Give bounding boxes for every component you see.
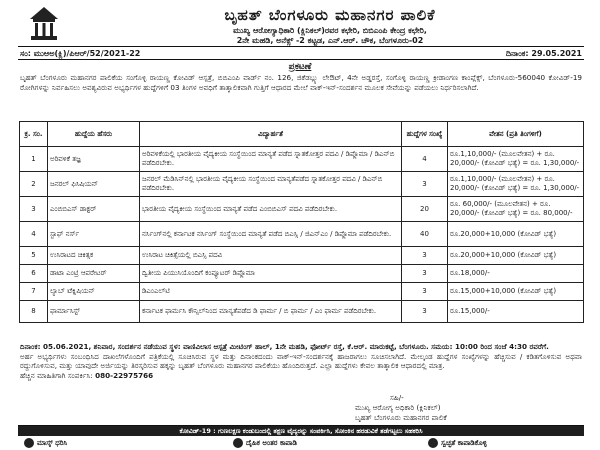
- cell-salary: ರೂ.15,000/-: [448, 301, 584, 323]
- cell-qualification: ಡಿಎಂಎಲ್‌ಟಿ: [140, 283, 402, 301]
- slogan-distance: [233, 437, 297, 449]
- cell-serial: 4: [20, 222, 48, 247]
- office-address-line2: 2ನೇ ಮಹಡಿ, ಅನೆಕ್ಸ್ -2 ಕಟ್ಟಡ, ಎನ್.ಆರ್. ಚೌಕ, ಬೆಂಗಳೂರು-02: [236, 36, 424, 45]
- cell-serial: 3: [20, 197, 48, 222]
- cell-post: ಸ್ಟಾಫ್ ನರ್ಸ್: [48, 222, 140, 247]
- cell-count: 3: [402, 301, 448, 323]
- slogan-row: [18, 437, 584, 449]
- slogan-mask: [24, 437, 67, 449]
- office-address-line1: ಮುಖ್ಯ ಆರೋಗ್ಯಾಧಿಕಾರಿ (ಕ್ಲಿನಿಕಲ್)ರವರ ಕಛೇರಿ, ಬಿಬಿಎಂಪಿ ಕೇಂದ್ರ ಕಛೇರಿ,: [233, 26, 427, 35]
- cell-post: ಲ್ಯಾಬ್ ಟೆಕ್ನಿಷಿಯನ್: [48, 283, 140, 301]
- cell-qualification: ಜನರಲ್ ಮೆಡಿಸಿನ್‌ನಲ್ಲಿ ಭಾರತೀಯ ವೈದ್ಯಕೀಯ ಸಂಸ್ಥೆಯಿಂದ ಮಾನ್ಯತೆಪಡೆದ ಸ್ನಾತಕೋತ್ತರ ಪದವಿ / ಡಿಎನ್‌ಬಿ ಪಡೆದಿರಬೇಕು.: [140, 172, 402, 197]
- contact-number: 080-22975766: [95, 370, 154, 380]
- table-row: [20, 283, 584, 301]
- cell-qualification: ಭಾರತೀಯ ವೈದ್ಯಕೀಯ ಸಂಸ್ಥೆಯಿಂದ ಮಾನ್ಯತೆ ಪಡೆದ ಎಂಬಿಬಿಎಸ್ ಪದವಿ ಪಡೆದಿರಬೇಕು.: [140, 197, 402, 222]
- cell-serial: 8: [20, 301, 48, 323]
- table-row: [20, 147, 584, 172]
- table-row: [20, 197, 584, 222]
- contact-label: ಹೆಚ್ಚಿನ ಮಾಹಿತಿಗಾಗಿ ಸಂಪರ್ಕಿಸಿ:: [20, 370, 93, 380]
- cell-serial: 1: [20, 147, 48, 172]
- cell-count: 4: [402, 147, 448, 172]
- cell-post: ಅರಿವಳಿಕೆ ತಜ್ಞ: [48, 147, 140, 172]
- intro-paragraph: ಬೃಹತ್ ಬೆಂಗಳೂರು ಮಹಾನಗರ ಪಾಲಿಕೆಯ ಸಂಗೊಳ್ಳಿ ರಾಯಣ್ಣ ಕೋವಿಡ್ ಆಸ್ಪತ್ರೆ, ಬಿಬಿಎಂಪಿ ವಾರ್ಡ್ ನಂ. 126, ಜಿಕೆಡಬ್ಲ್ಯು ಲೇಔಟ್, 4ನೇ ಅಡ್ಡರಸ್ತೆ, ಸಂಗೊಳ್ಳಿ ರಾಯಣ್ಣ ಕ್ರೀಡಾಂಗಣ ಕಾಂಪ್ಲೆಕ್ಸ್, ಬೆಂಗಳೂರು-560040 ಕೋವಿಡ್-19 ರೋಗಿಗಳನ್ನು ನಿರ್ವಹಿಸಲು ಅವಶ್ಯವಿರುವ ಅಭ್ಯರ್ಥಿಗಳ ಹುದ್ದೆಗಳಿಗೆ 03 ತಿಂಗಳ ಅವಧಿಗೆ ತಾತ್ಕಾಲಿಕವಾಗಿ ಗುತ್ತಿಗೆ ಆಧಾರದ ಮೇಲೆ ವಾಕ್-ಇನ್-ಸಂದರ್ಶನ ಮೂಲಕ ಸೇವೆಯನ್ನು ಪಡೆಯಲು ನಿರ್ಧರಿಸಲಾಗಿದೆ.: [20, 73, 582, 92]
- table-row: [20, 247, 584, 265]
- cell-salary: ರೂ.1,10,000/- (ಮೂಲವೇತನ) + ರೂ. 20,000/- (ಕೋವಿಡ್ ಭತ್ಯೆ) = ರೂ. 1,30,000/-: [448, 172, 584, 197]
- cell-qualification: ಅರಿವಳಿಕೆಯಲ್ಲಿ ಭಾರತೀಯ ವೈದ್ಯಕೀಯ ಸಂಸ್ಥೆಯಿಂದ ಮಾನ್ಯತೆ ಪಡೆದ ಸ್ನಾತಕೋತ್ತರ ಪದವಿ / ಡಿಪ್ಲೊಮಾ / ಡಿಎನ್‌ಬಿ ಪಡೆದಿರಬೇಕು.: [140, 147, 402, 172]
- cell-qualification: ದ್ವಿತೀಯ ಪಿಯುಸಿಯೊಂದಿಗೆ ಕಂಪ್ಯೂಟರ್ ಡಿಪ್ಲೊಮಾ: [140, 265, 402, 283]
- slogan-hygiene-label: ಸ್ವಚ್ಛತೆ ಕಾಪಾಡಿಕೊಳ್ಳಿ: [441, 439, 487, 447]
- cell-serial: 7: [20, 283, 48, 301]
- cell-count: 40: [402, 222, 448, 247]
- table-row: [20, 172, 584, 197]
- covid-awareness-strip: [18, 425, 584, 449]
- vacancy-table: [19, 121, 584, 323]
- cell-post: ಫಾರ್ಮಾಸಿಸ್ಟ್: [48, 301, 140, 323]
- cell-count: 3: [402, 283, 448, 301]
- cell-post: ಜನರಲ್ ಫಿಸಿಷಿಯನ್: [48, 172, 140, 197]
- handwash-icon: [428, 438, 438, 448]
- mask-icon: [24, 438, 34, 448]
- cell-post: ಉಸಿರಾಟದ ಚಿಕಿತ್ಸಕ: [48, 247, 140, 265]
- col-header-post: ಹುದ್ದೆಯ ಹೆಸರು: [48, 122, 140, 147]
- cell-post: ಎಂಬಿಬಿಎಸ್ ಡಾಕ್ಟರ್: [48, 197, 140, 222]
- instructions-paragraph: ಅರ್ಹ ಅಭ್ಯರ್ಥಿಗಳು ಸಂಬಂಧಿಸಿದ ದಾಖಲೆಗಳೊಂದಿಗೆ ಪತ್ರಿಕೆಯಲ್ಲಿ ಸೂಚಿಸಿರುವ ಸ್ಥಳ ಮತ್ತು ದಿನಾಂಕದಂದು ವಾಕ್-ಇನ್-ಸಂದರ್ಶನಕ್ಕೆ ಹಾಜರಾಗಲು ಸೂಚಿಸಲಾಗಿದೆ. ಮೇಲ್ಕಂಡ ಹುದ್ದೆಗಳ ಸಂಖ್ಯೆಗಳನ್ನು ಹೆಚ್ಚಿಸುವ / ಕಡಿತಗೊಳಿಸುವ ಅಥವಾ ರದ್ದುಗೊಳಿಸುವ, ಮತ್ತು ಯಾವುದೇ ಅರ್ಜಿಯನ್ನು ತಿರಸ್ಕರಿಸುವ ಹಕ್ಕನ್ನು ಬೃಹತ್ ಬೆಂಗಳೂರು ಮಹಾನಗರ ಪಾಲಿಕೆಯು ಹೊಂದಿರುತ್ತದೆ. ಎಲ್ಲಾ ಹುದ್ದೆಗಳು ಕೇವಲ ತಾತ್ಕಾಲಿಕ ಆಧಾರದಲ್ಲಿ ಮಾತ್ರ.: [20, 351, 582, 371]
- contact-line: [20, 371, 582, 381]
- cell-qualification: ಕರ್ನಾಟಕ ಫಾರ್ಮಸಿ ಕೌನ್ಸಿಲ್‌ನಿಂದ ಮಾನ್ಯತೆಪಡೆದ ಡಿ ಫಾರ್ಮ / ಬಿ ಫಾರ್ಮ / ಎಂ ಫಾರ್ಮ ಪಡೆದಿರಬೇಕು.: [140, 301, 402, 323]
- interview-details: ದಿನಾಂಕ: 05.06.2021, ಶನಿವಾರ, ಸಂದರ್ಶನ ನಡೆಯುವ ಸ್ಥಳ: ವಾಣಿವಿಲಾಸ ಆಸ್ಪತ್ರೆ ಮೀಟಿಂಗ್ ಹಾಲ್, 1ನೇ ಮಹಡಿ, ಫೋರ್ಟ್ ರಸ್ತೆ, ಕೆ.ಆರ್. ಮಾರುಕಟ್ಟೆ, ಬೆಂಗಳೂರು. ಸಮಯ: 10:00 ರಿಂದ ಸಂಜೆ 4:30 ರವರೆಗೆ.: [20, 342, 549, 351]
- table-row: [20, 265, 584, 283]
- table-header-row: [20, 122, 584, 147]
- table-row: [20, 301, 584, 323]
- col-header-count: ಹುದ್ದೆಗಳ ಸಂಖ್ಯೆ: [402, 122, 448, 147]
- cell-qualification: ನರ್ಸಿಂಗ್‌ನಲ್ಲಿ ಕರ್ನಾಟಕ ನರ್ಸಿಂಗ್ ಸಂಸ್ಥೆಯಿಂದ ಮಾನ್ಯತೆ ಪಡೆದ ಬಿಎಸ್ಸಿ / ಜಿಎನ್‌ಎಂ / ಡಿಪ್ಲೊಮಾ ಪಡೆದಿರಬೇಕು.: [140, 222, 402, 247]
- cell-count: 3: [402, 172, 448, 197]
- cell-count: 3: [402, 265, 448, 283]
- slogan-distance-label: ದೈಹಿಕ ಅಂತರ ಕಾಪಾಡಿ: [246, 439, 297, 447]
- cell-serial: 5: [20, 247, 48, 265]
- distance-icon: [233, 438, 243, 448]
- signature-org: ಬೃಹತ್ ಬೆಂಗಳೂರು ಮಹಾನಗರ ಪಾಲಿಕೆ: [355, 413, 447, 422]
- signature-officer: ಮುಖ್ಯ ಆರೋಗ್ಯ ಅಧಿಕಾರಿ (ಕ್ಲಿನಿಕಲ್): [355, 403, 441, 412]
- reference-number: ಸಂ: ಮುಆಅ(ಕ್ಲಿ)/ಪಿಆರ್/52/2021-22: [20, 49, 141, 58]
- cell-qualification: ಉಸಿರಾಟ ಚಿಕಿತ್ಸೆಯಲ್ಲಿ ಬಿಎಸ್ಸಿ ಪದವಿ: [140, 247, 402, 265]
- col-header-salary: ವೇತನ (ಪ್ರತಿ ತಿಂಗಳಿಗೆ): [448, 122, 584, 147]
- slogan-mask-label: ಮಾಸ್ಕ್ ಧರಿಸಿ: [37, 439, 68, 447]
- ref-divider: [18, 59, 584, 60]
- cell-count: 20: [402, 197, 448, 222]
- bbmp-emblem-icon: [27, 6, 61, 42]
- col-header-serial: ಕ್ರ. ಸಂ.: [20, 122, 48, 147]
- cell-salary: ರೂ.18,000/-: [448, 265, 584, 283]
- org-title: ಬೃಹತ್ ಬೆಂಗಳೂರು ಮಹಾನಗರ ಪಾಲಿಕೆ: [224, 6, 436, 24]
- cell-serial: 6: [20, 265, 48, 283]
- cell-salary: ರೂ.15,000+10,000 (ಕೋವಿಡ್ ಭತ್ಯೆ): [448, 283, 584, 301]
- cell-count: 3: [402, 247, 448, 265]
- slogan-hygiene: [428, 437, 487, 449]
- table-row: [20, 222, 584, 247]
- signature-sd: ಸಹಿ/-: [390, 393, 404, 402]
- col-header-qualification: ವಿದ್ಯಾರ್ಹತೆ: [140, 122, 402, 147]
- notice-title: ಪ್ರಕಟಣೆ: [288, 62, 312, 72]
- header-divider: [18, 46, 584, 47]
- cell-salary: ರೂ.20,000+10,000 (ಕೋವಿಡ್ ಭತ್ಯೆ): [448, 222, 584, 247]
- cell-salary: ರೂ.1,10,000/- (ಮೂಲವೇತನ) + ರೂ. 20,000/- (ಕೋವಿಡ್ ಭತ್ಯೆ) = ರೂ. 1,30,000/-: [448, 147, 584, 172]
- reference-date: ದಿನಾಂಕ: 29.05.2021: [505, 49, 582, 58]
- cell-serial: 2: [20, 172, 48, 197]
- cell-post: ಡಾಟಾ ಎಂಟ್ರಿ ಆಪರೇಟರ್: [48, 265, 140, 283]
- cell-salary: ರೂ. 60,000/- (ಮೂಲವೇತನ) + ರೂ. 20,000/- (ಕೋವಿಡ್ ಭತ್ಯೆ) = ರೂ. 80,000/-: [448, 197, 584, 222]
- cell-salary: ರೂ.20,000+10,000 (ಕೋವಿಡ್ ಭತ್ಯೆ): [448, 247, 584, 265]
- covid-banner: ಕೋವಿಡ್-19 : ಗುಣಲಕ್ಷಣ ಕಂಡುಬಂದಲ್ಲಿ ತಕ್ಷಣ ವೈದ್ಯರನ್ನು ಸಂಪರ್ಕಿಸಿ, ಸೋಂಕಿನ ಹರಡುವಿಕೆ ತಡೆಗಟ್ಟಲು ಸಹಕರಿಸಿ: [18, 426, 584, 436]
- footer-text: [20, 342, 582, 380]
